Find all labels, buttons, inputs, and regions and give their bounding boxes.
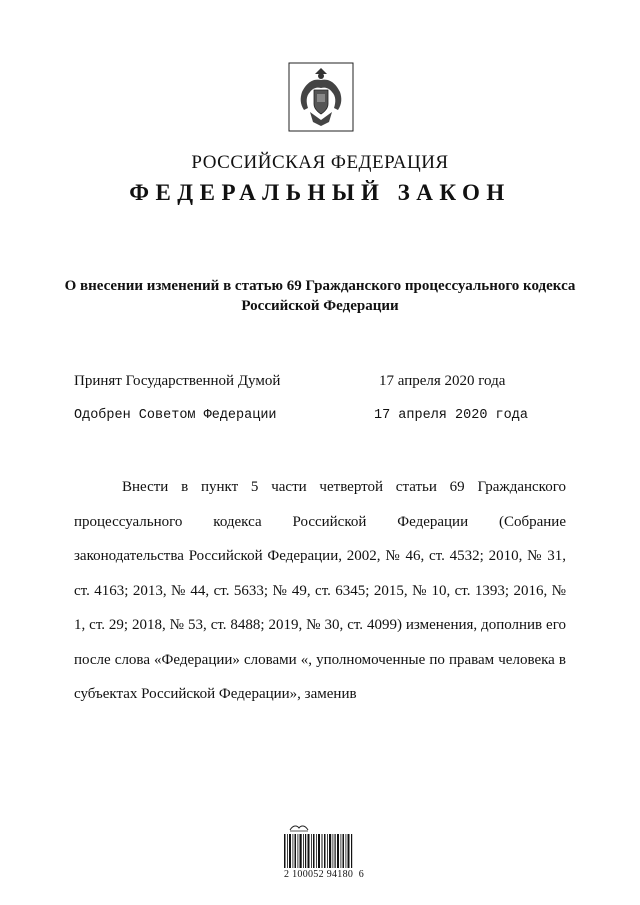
duma-label: Принят Государственной Думой xyxy=(74,373,281,389)
council-date: 17 апреля 2020 года xyxy=(374,408,528,423)
duma-date: 17 апреля 2020 года xyxy=(379,373,506,389)
country-name: РОССИЙСКАЯ ФЕДЕРАЦИЯ xyxy=(191,152,449,173)
document-type: ФЕДЕРАЛЬНЫЙ ЗАКОН xyxy=(129,180,511,205)
barcode-mark-icon xyxy=(288,824,310,832)
barcode xyxy=(284,824,364,884)
law-body-paragraph: Внести в пункт 5 части четвертой статьи 69 Гражданского процессуального кодекса Российской Федерации (Собрание законодательства Российской Федерации, 2002, № 46, ст. 4532; 2010, № 31, ст. 4163; 2013, № 44, ст. 5633; № 49, ст. 6345; 2015, № 10, ст. 1393; 2016, № 1, ст. 29; 2018, № 53, ст. 8488; 2019, № 30, ст. 4099) изменения, дополнив его после слова «Федерации» словами «, уполномоченные по правам человека в субъектах Российской Федерации», заменив xyxy=(74,479,566,702)
coat-of-arms-icon xyxy=(288,62,354,132)
council-label: Одобрен Советом Федерации xyxy=(74,408,277,423)
law-title: О внесении изменений в статью 69 Гражданского процессуального кодекса Российской Федерации xyxy=(64,278,576,314)
barcode-icon xyxy=(284,834,354,868)
barcode-number: 2 100052 94180 6 xyxy=(284,869,365,880)
